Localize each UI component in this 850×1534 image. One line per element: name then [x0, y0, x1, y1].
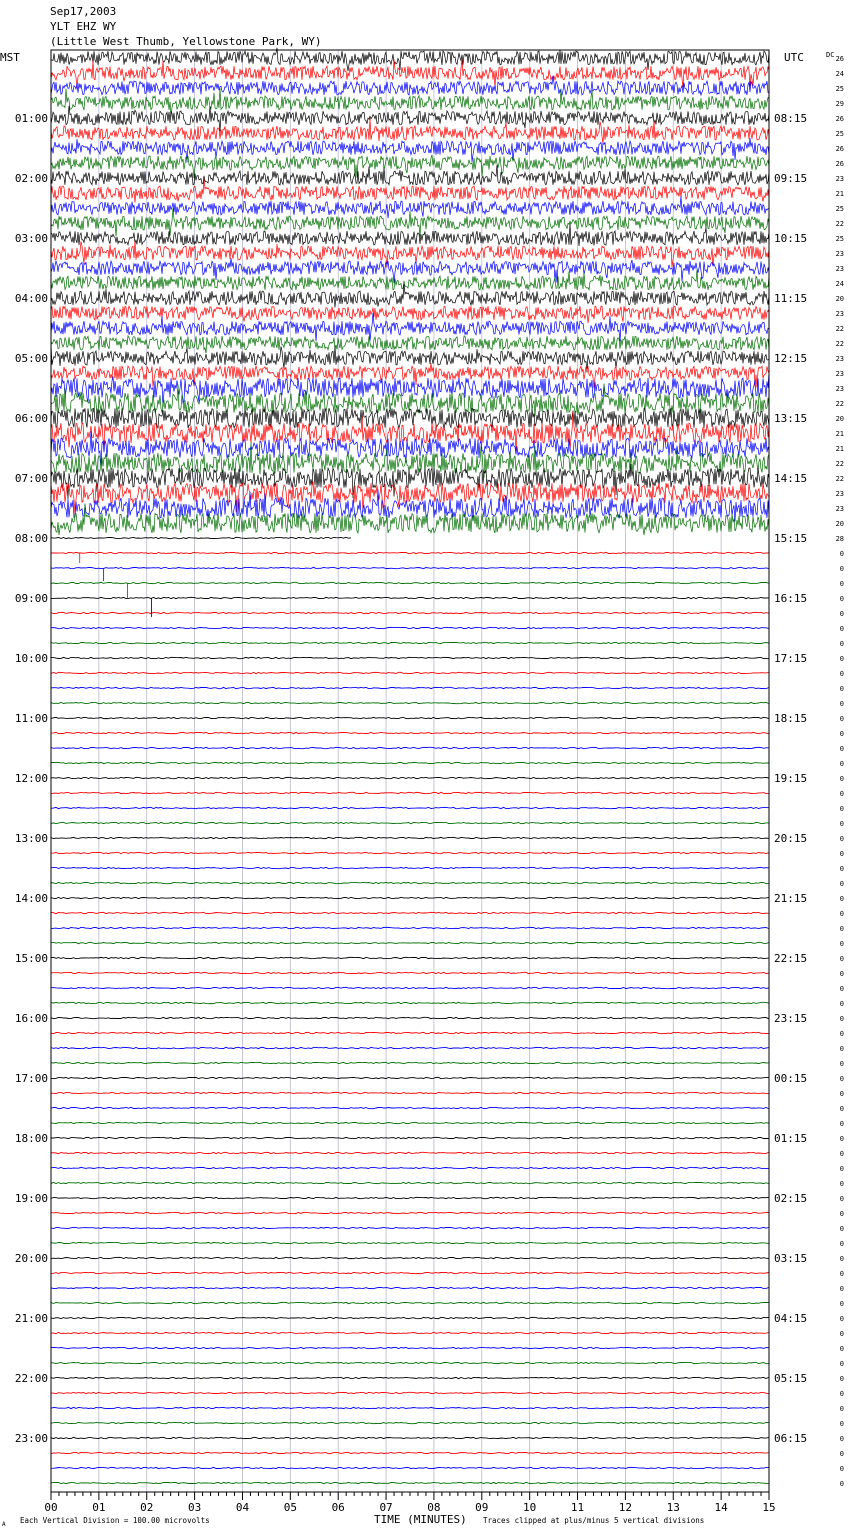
trace-row-88: [51, 1377, 769, 1378]
trace-row-37: [51, 612, 769, 613]
trace-row-89: [51, 1392, 769, 1393]
dc-offset-value: 23: [835, 355, 844, 363]
dc-offset-value: 0: [839, 1195, 844, 1203]
mst-hour-label: 23:00: [14, 1432, 48, 1445]
utc-hour-label: 10:15: [774, 232, 808, 245]
dc-offset-value: 0: [839, 985, 844, 993]
trace-row-7: [51, 155, 769, 178]
x-tick-label: 06: [331, 1501, 345, 1514]
dc-offset-value: 0: [839, 640, 844, 648]
utc-hour-label: 05:15: [774, 1372, 808, 1385]
trace-row-58: [51, 927, 769, 928]
dc-offset-value: 0: [839, 550, 844, 558]
utc-hour-label: 09:15: [774, 172, 808, 185]
dc-offset-value: 0: [839, 940, 844, 948]
dc-offset-value: 21: [835, 190, 844, 198]
trace-row-62: [51, 987, 769, 988]
trace-row-14: [51, 258, 769, 283]
utc-hour-label: 12:15: [774, 352, 808, 365]
trace-row-90: [51, 1407, 769, 1408]
trace-row-36: [51, 597, 769, 598]
trace-row-21: [51, 363, 769, 388]
trace-row-91: [51, 1422, 769, 1423]
dc-offset-value: 0: [839, 1045, 844, 1053]
date-label: Sep17,2003: [50, 5, 117, 18]
trace-row-68: [51, 1077, 769, 1078]
trace-row-69: [51, 1092, 769, 1093]
dc-offset-value: 0: [839, 1360, 844, 1368]
dc-offset-value: 0: [839, 1030, 844, 1038]
trace-row-71: [51, 1122, 769, 1123]
dc-offset-value: 0: [839, 685, 844, 693]
dc-offset-value: 0: [839, 925, 844, 933]
mst-hour-label: 12:00: [14, 772, 48, 785]
trace-row-38: [51, 627, 769, 628]
utc-hour-label: 16:15: [774, 592, 808, 605]
dc-offset-value: 23: [835, 175, 844, 183]
dc-offset-value: 0: [839, 760, 844, 768]
mst-hour-label: 02:00: [14, 172, 48, 185]
trace-row-39: [51, 642, 769, 643]
minute-gridlines: [99, 50, 721, 1492]
dc-offset-value: 0: [839, 565, 844, 573]
dc-offset-value: 0: [839, 820, 844, 828]
x-tick-label: 10: [523, 1501, 537, 1514]
trace-row-80: [51, 1257, 769, 1258]
dc-offset-value: 0: [839, 1165, 844, 1173]
trace-row-78: [51, 1227, 769, 1228]
dc-offset-value: 0: [839, 1390, 844, 1398]
dc-offset-value: 0: [839, 775, 844, 783]
utc-hour-label: 11:15: [774, 292, 808, 305]
dc-offset-value: 26: [835, 55, 844, 63]
trace-row-3: [51, 88, 769, 117]
mst-hour-label: 05:00: [14, 352, 48, 365]
dc-offset-value: 0: [839, 715, 844, 723]
dc-offset-value: 0: [839, 1405, 844, 1413]
dc-offset-value: 26: [835, 115, 844, 123]
mst-hour-label: 01:00: [14, 112, 48, 125]
mst-hour-label: 11:00: [14, 712, 48, 725]
x-tick-label: 14: [714, 1501, 728, 1514]
trace-row-40: [51, 657, 769, 658]
dc-offset-value: 0: [839, 835, 844, 843]
mst-label: MST: [0, 51, 20, 64]
dc-offset-value: 25: [835, 85, 844, 93]
trace-row-17: [51, 306, 769, 323]
trace-row-67: [51, 1062, 769, 1063]
utc-label: UTC: [784, 51, 804, 64]
mst-hour-label: 08:00: [14, 532, 48, 545]
dc-offset-value: 0: [839, 1225, 844, 1233]
mst-hour-label: 18:00: [14, 1132, 48, 1145]
trace-row-43: [51, 702, 769, 703]
trace-row-63: [51, 1002, 769, 1003]
station-label: YLT EHZ WY: [50, 20, 117, 33]
dc-offset-value: 20: [835, 520, 844, 528]
dc-offset-value: 0: [839, 1285, 844, 1293]
utc-hour-label: 08:15: [774, 112, 808, 125]
dc-offset-value: 0: [839, 895, 844, 903]
seismic-traces: [51, 48, 769, 1484]
trace-row-13: [51, 241, 769, 268]
mst-hour-label: 04:00: [14, 292, 48, 305]
trace-row-64: [51, 1017, 769, 1018]
trace-row-4: [51, 106, 769, 131]
utc-hour-label: 15:15: [774, 532, 808, 545]
mst-hour-label: 22:00: [14, 1372, 48, 1385]
trace-row-70: [51, 1107, 769, 1108]
dc-offset-value: 0: [839, 1000, 844, 1008]
dc-offset-value: 23: [835, 370, 844, 378]
trace-row-51: [51, 822, 769, 823]
x-tick-label: 00: [44, 1501, 58, 1514]
dc-offset-value: 0: [839, 865, 844, 873]
utc-hour-label: 20:15: [774, 832, 808, 845]
dc-offset-value: 29: [835, 100, 844, 108]
dc-offset-value: 26: [835, 160, 844, 168]
trace-row-33: [51, 552, 769, 553]
trace-row-79: [51, 1242, 769, 1243]
trace-row-49: [51, 792, 769, 793]
trace-row-35: [51, 582, 769, 583]
dc-offset-value: 24: [835, 280, 844, 288]
mst-hour-labels: [15, 112, 48, 1445]
dc-offset-value: 0: [839, 790, 844, 798]
clip-note: Traces clipped at plus/minus 5 vertical divisions: [483, 1516, 705, 1525]
dc-offset-value: 0: [839, 1450, 844, 1458]
trace-row-48: [51, 777, 769, 778]
trace-row-2: [51, 76, 769, 95]
trace-row-55: [51, 882, 769, 883]
dc-offset-value: 0: [839, 1180, 844, 1188]
mst-hour-label: 03:00: [14, 232, 48, 245]
trace-row-81: [51, 1272, 769, 1273]
dc-offset-value: 23: [835, 250, 844, 258]
dc-offset-value: 23: [835, 265, 844, 273]
trace-row-61: [51, 972, 769, 973]
trace-row-60: [51, 957, 769, 958]
mst-hour-label: 19:00: [14, 1192, 48, 1205]
dc-offset-value: 0: [839, 1120, 844, 1128]
dc-offset-value: 28: [835, 535, 844, 543]
x-tick-label: 09: [475, 1501, 489, 1514]
dc-offset-value: 25: [835, 205, 844, 213]
dc-offset-value: 25: [835, 235, 844, 243]
x-tick-label: 07: [379, 1501, 393, 1514]
dc-offset-value: 0: [839, 1015, 844, 1023]
dc-offset-value: 0: [839, 1240, 844, 1248]
dc-offset-value: 0: [839, 955, 844, 963]
dc-offset-value: 23: [835, 385, 844, 393]
mst-hour-label: 16:00: [14, 1012, 48, 1025]
mst-hour-label: 20:00: [14, 1252, 48, 1265]
mst-hour-label: 13:00: [14, 832, 48, 845]
trace-row-18: [51, 313, 769, 342]
dc-offset-value: 0: [839, 1090, 844, 1098]
dc-offset-value: 26: [835, 145, 844, 153]
trace-row-75: [51, 1182, 769, 1183]
dc-offset-value: 20: [835, 295, 844, 303]
dc-offset-value: 0: [839, 1345, 844, 1353]
mst-hour-label: 09:00: [14, 592, 48, 605]
utc-hour-label: 19:15: [774, 772, 808, 785]
x-tick-label: 02: [140, 1501, 154, 1514]
x-tick-label: 12: [618, 1501, 633, 1514]
utc-hour-label: 21:15: [774, 892, 808, 905]
location-label: (Little West Thumb, Yellowstone Park, WY): [50, 35, 322, 48]
dc-offset-value: 0: [839, 910, 844, 918]
mst-hour-label: 10:00: [14, 652, 48, 665]
trace-row-86: [51, 1347, 769, 1348]
dc-offset-value: 0: [839, 745, 844, 753]
dc-offset-value: 22: [835, 340, 844, 348]
trace-row-84: [51, 1317, 769, 1318]
utc-hour-label: 02:15: [774, 1192, 808, 1205]
trace-row-83: [51, 1302, 769, 1303]
trace-row-46: [51, 747, 769, 748]
dc-offset-value: 0: [839, 670, 844, 678]
mst-hour-label: 06:00: [14, 412, 48, 425]
trace-row-52: [51, 837, 769, 838]
utc-hour-label: 14:15: [774, 472, 808, 485]
trace-row-42: [51, 687, 769, 688]
dc-offset-value: 0: [839, 1315, 844, 1323]
utc-hour-label: 00:15: [774, 1072, 808, 1085]
mst-hour-label: 07:00: [14, 472, 48, 485]
trace-row-32: [51, 537, 351, 538]
dc-offset-value: 0: [839, 580, 844, 588]
trace-row-59: [51, 942, 769, 943]
dc-offset-value: 0: [839, 1330, 844, 1338]
dc-label: DC: [826, 51, 835, 59]
trace-row-65: [51, 1032, 769, 1033]
trace-row-85: [51, 1332, 769, 1333]
dc-offset-value: 24: [835, 70, 844, 78]
dc-offset-value: 0: [839, 1420, 844, 1428]
mst-hour-label: 15:00: [14, 952, 48, 965]
utc-hour-label: 22:15: [774, 952, 808, 965]
trace-row-72: [51, 1137, 769, 1138]
dc-offset-value: 0: [839, 610, 844, 618]
mst-hour-label: 21:00: [14, 1312, 48, 1325]
dc-offset-value: 23: [835, 505, 844, 513]
dc-offset-value: 0: [839, 1210, 844, 1218]
trace-row-15: [51, 270, 769, 290]
dc-offset-value: 0: [839, 850, 844, 858]
trace-row-8: [51, 165, 769, 185]
trace-row-95: [51, 1482, 769, 1483]
utc-hour-label: 03:15: [774, 1252, 808, 1265]
dc-offset-value: 0: [839, 700, 844, 708]
dc-offset-value: 0: [839, 1435, 844, 1443]
trace-row-82: [51, 1287, 769, 1288]
utc-hour-labels: [774, 112, 807, 1445]
dc-offset-value: 0: [839, 625, 844, 633]
x-tick-label: 05: [283, 1501, 297, 1514]
dc-offset-value: 0: [839, 1300, 844, 1308]
trace-row-19: [51, 336, 769, 353]
trace-row-66: [51, 1047, 769, 1048]
trace-row-93: [51, 1452, 769, 1453]
mst-hour-label: 14:00: [14, 892, 48, 905]
dc-offset-value: 0: [839, 970, 844, 978]
x-tick-label: 03: [187, 1501, 202, 1514]
dc-offset-value: 0: [839, 1480, 844, 1488]
dc-offset-value: 0: [839, 595, 844, 603]
dc-offset-value: 0: [839, 655, 844, 663]
trace-row-73: [51, 1152, 769, 1153]
dc-offset-value: 0: [839, 1375, 844, 1383]
dc-offset-value: 0: [839, 1075, 844, 1083]
trace-row-87: [51, 1362, 769, 1363]
dc-offset-value: 22: [835, 400, 844, 408]
x-tick-label: 01: [92, 1501, 106, 1514]
dc-offset-value: 0: [839, 1270, 844, 1278]
xaxis-title: TIME (MINUTES): [374, 1513, 467, 1526]
corner-mark: A: [2, 1521, 6, 1528]
x-tick-label: 11: [570, 1501, 585, 1514]
utc-hour-label: 23:15: [774, 1012, 808, 1025]
dc-offset-value: 25: [835, 130, 844, 138]
mst-hour-label: 17:00: [14, 1072, 48, 1085]
trace-row-56: [51, 897, 769, 898]
dc-offset-value: 21: [835, 445, 844, 453]
dc-offset-value: 0: [839, 1060, 844, 1068]
scale-note: Each Vertical Division = 100.00 microvolts: [20, 1516, 210, 1525]
trace-row-34: [51, 567, 769, 568]
x-tick-label: 04: [235, 1501, 250, 1514]
dc-offset-value: 0: [839, 1465, 844, 1473]
dc-offset-value: 22: [835, 460, 844, 468]
dc-offset-value: 21: [835, 430, 844, 438]
dc-offset-value: 20: [835, 415, 844, 423]
dc-offset-value: 22: [835, 220, 844, 228]
dc-offset-value: 23: [835, 490, 844, 498]
utc-hour-label: 18:15: [774, 712, 808, 725]
trace-row-45: [51, 732, 769, 733]
trace-row-77: [51, 1212, 769, 1213]
dc-offset-value: 23: [835, 310, 844, 318]
utc-hour-label: 13:15: [774, 412, 808, 425]
dc-offset-value: 22: [835, 325, 844, 333]
trace-row-57: [51, 912, 769, 913]
trace-row-76: [51, 1197, 769, 1198]
time-axis: [44, 1492, 775, 1514]
trace-row-44: [51, 717, 769, 718]
dc-offset-value: 0: [839, 805, 844, 813]
utc-hour-label: 04:15: [774, 1312, 808, 1325]
trace-row-74: [51, 1167, 769, 1168]
trace-row-54: [51, 867, 769, 868]
x-tick-label: 13: [666, 1501, 680, 1514]
utc-hour-label: 17:15: [774, 652, 808, 665]
x-tick-label: 08: [427, 1501, 441, 1514]
dc-offset-value: 0: [839, 1135, 844, 1143]
dc-offset-value: 0: [839, 730, 844, 738]
trace-row-41: [51, 672, 769, 673]
dc-offset-value: 0: [839, 1255, 844, 1263]
trace-row-94: [51, 1467, 769, 1468]
trace-row-50: [51, 807, 769, 808]
utc-hour-label: 06:15: [774, 1432, 808, 1445]
dc-offset-value: 22: [835, 475, 844, 483]
trace-row-47: [51, 762, 769, 763]
trace-row-53: [51, 852, 769, 853]
dc-offset-value: 0: [839, 880, 844, 888]
dc-offset-value: 0: [839, 1150, 844, 1158]
trace-row-92: [51, 1437, 769, 1438]
x-tick-label: 15: [762, 1501, 776, 1514]
utc-hour-label: 01:15: [774, 1132, 808, 1145]
dc-offset-value: 0: [839, 1105, 844, 1113]
dc-offset-column: [836, 55, 844, 1488]
